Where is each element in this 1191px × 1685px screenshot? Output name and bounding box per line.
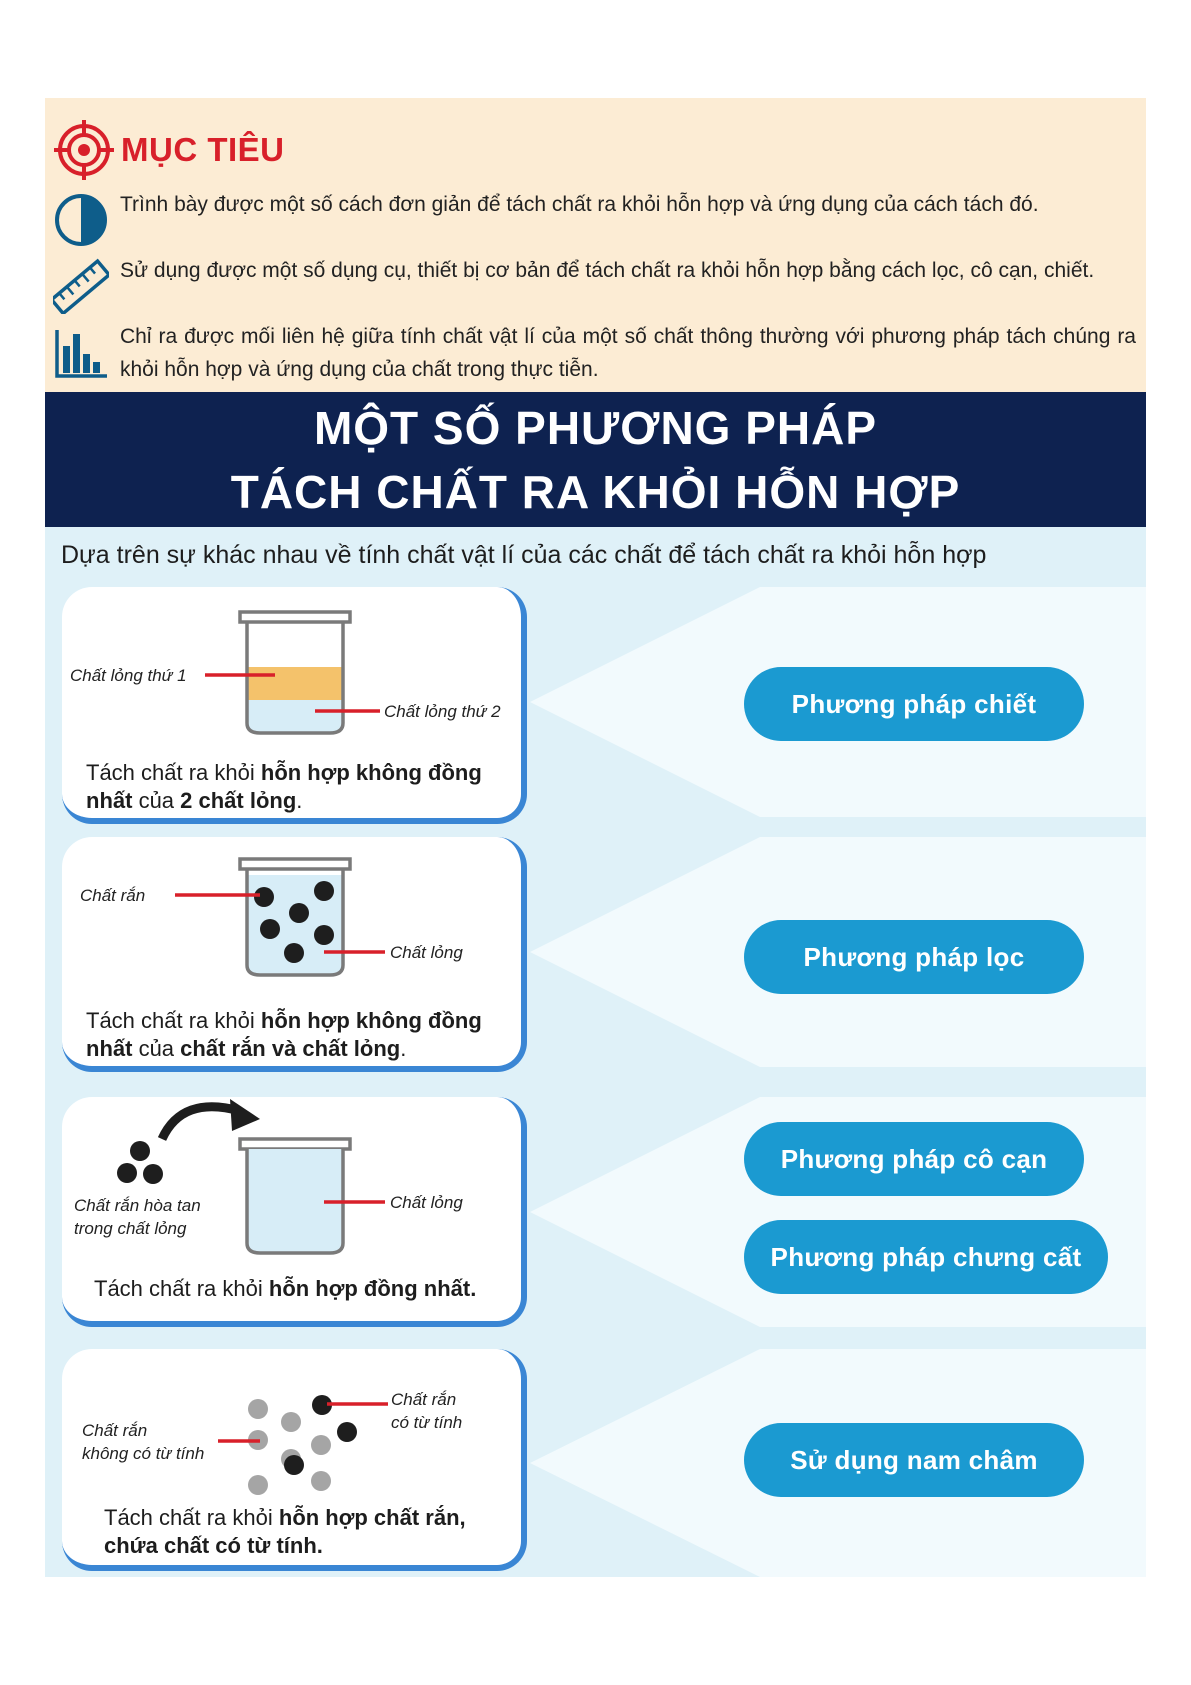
magnetic-solids-illustration bbox=[62, 1349, 527, 1519]
title-banner bbox=[45, 392, 1146, 527]
card-caption: Tách chất ra khỏi hỗn hợp không đồng nhất của chất rắn và chất lỏng. bbox=[86, 1008, 482, 1061]
banner-title-line-2: TÁCH CHẤT RA KHỎI HỖN HỢP bbox=[230, 466, 961, 518]
card-caption: Tách chất ra khỏi hỗn hợp chất rắn, chứa chất có từ tính. bbox=[104, 1505, 466, 1558]
dissolving-solid-illustration bbox=[62, 1097, 527, 1297]
objective-text: Trình bày được một số cách đơn giản để tách chất ra khỏi hỗn hợp và ứng dụng của cách tách đó. bbox=[120, 193, 1039, 216]
label-magnetic-solid: Chất rắn bbox=[391, 1390, 457, 1409]
method-pill-distillation: Phương pháp chưng cất bbox=[744, 1220, 1108, 1294]
half-circle-icon bbox=[53, 192, 109, 248]
method-card-extraction bbox=[62, 587, 527, 824]
banner-title-line-1: MỘT SỐ PHƯƠNG PHÁP bbox=[313, 402, 878, 454]
card-caption: Tách chất ra khỏi hỗn hợp không đồng nhất của 2 chất lỏng. bbox=[86, 760, 482, 813]
ruler-icon bbox=[53, 258, 109, 314]
method-pill-filtration: Phương pháp lọc bbox=[744, 920, 1084, 994]
label-liquid-1: Chất lỏng thứ 1 bbox=[70, 666, 187, 685]
target-icon bbox=[53, 119, 115, 181]
objectives-header bbox=[53, 120, 285, 180]
label-in-liquid: trong chất lỏng bbox=[74, 1219, 187, 1238]
label-magnetic: có từ tính bbox=[391, 1413, 463, 1432]
objective-text: Sử dụng được một số dụng cụ, thiết bị cơ bản để tách chất ra khỏi hỗn hợp bằng cách lọc, cô cạn, chiết. bbox=[120, 259, 1095, 282]
objectives-section bbox=[45, 98, 1146, 392]
label-non-magnetic-solid: Chất rắn bbox=[82, 1421, 148, 1440]
method-pill-extraction: Phương pháp chiết bbox=[744, 667, 1084, 741]
beaker-two-liquids-illustration bbox=[62, 587, 527, 787]
label-solid: Chất rắn bbox=[80, 886, 146, 905]
label-liquid: Chất lỏng bbox=[390, 943, 463, 962]
method-card-filtration bbox=[62, 837, 527, 1072]
bar-chart-icon bbox=[53, 324, 109, 380]
label-liquid: Chất lỏng bbox=[390, 1193, 463, 1212]
method-card-magnet bbox=[62, 1349, 527, 1571]
objectives-title: MỤC TIÊU bbox=[121, 131, 285, 168]
method-pill-magnet: Sử dụng nam châm bbox=[744, 1423, 1084, 1497]
method-pill-evaporation: Phương pháp cô cạn bbox=[744, 1122, 1084, 1196]
label-dissolved-solid: Chất rắn hòa tan bbox=[74, 1196, 201, 1215]
method-card-evaporation bbox=[62, 1097, 527, 1327]
label-non-magnetic: không có từ tính bbox=[82, 1444, 205, 1463]
label-liquid-2: Chất lỏng thứ 2 bbox=[384, 702, 501, 721]
objective-text: Chỉ ra được mối liên hệ giữa tính chất vật lí của một số chất thông thường với phương pháp tách chúng ra khỏi hỗn hợp và ứng dụng của chất trong thực tiễn. bbox=[120, 325, 1136, 381]
methods-section bbox=[45, 527, 1146, 1577]
intro-text: Dựa trên sự khác nhau về tính chất vật lí của các chất để tách chất ra khỏi hỗn hợp bbox=[61, 541, 987, 569]
card-caption: Tách chất ra khỏi hỗn hợp đồng nhất. bbox=[94, 1276, 477, 1301]
